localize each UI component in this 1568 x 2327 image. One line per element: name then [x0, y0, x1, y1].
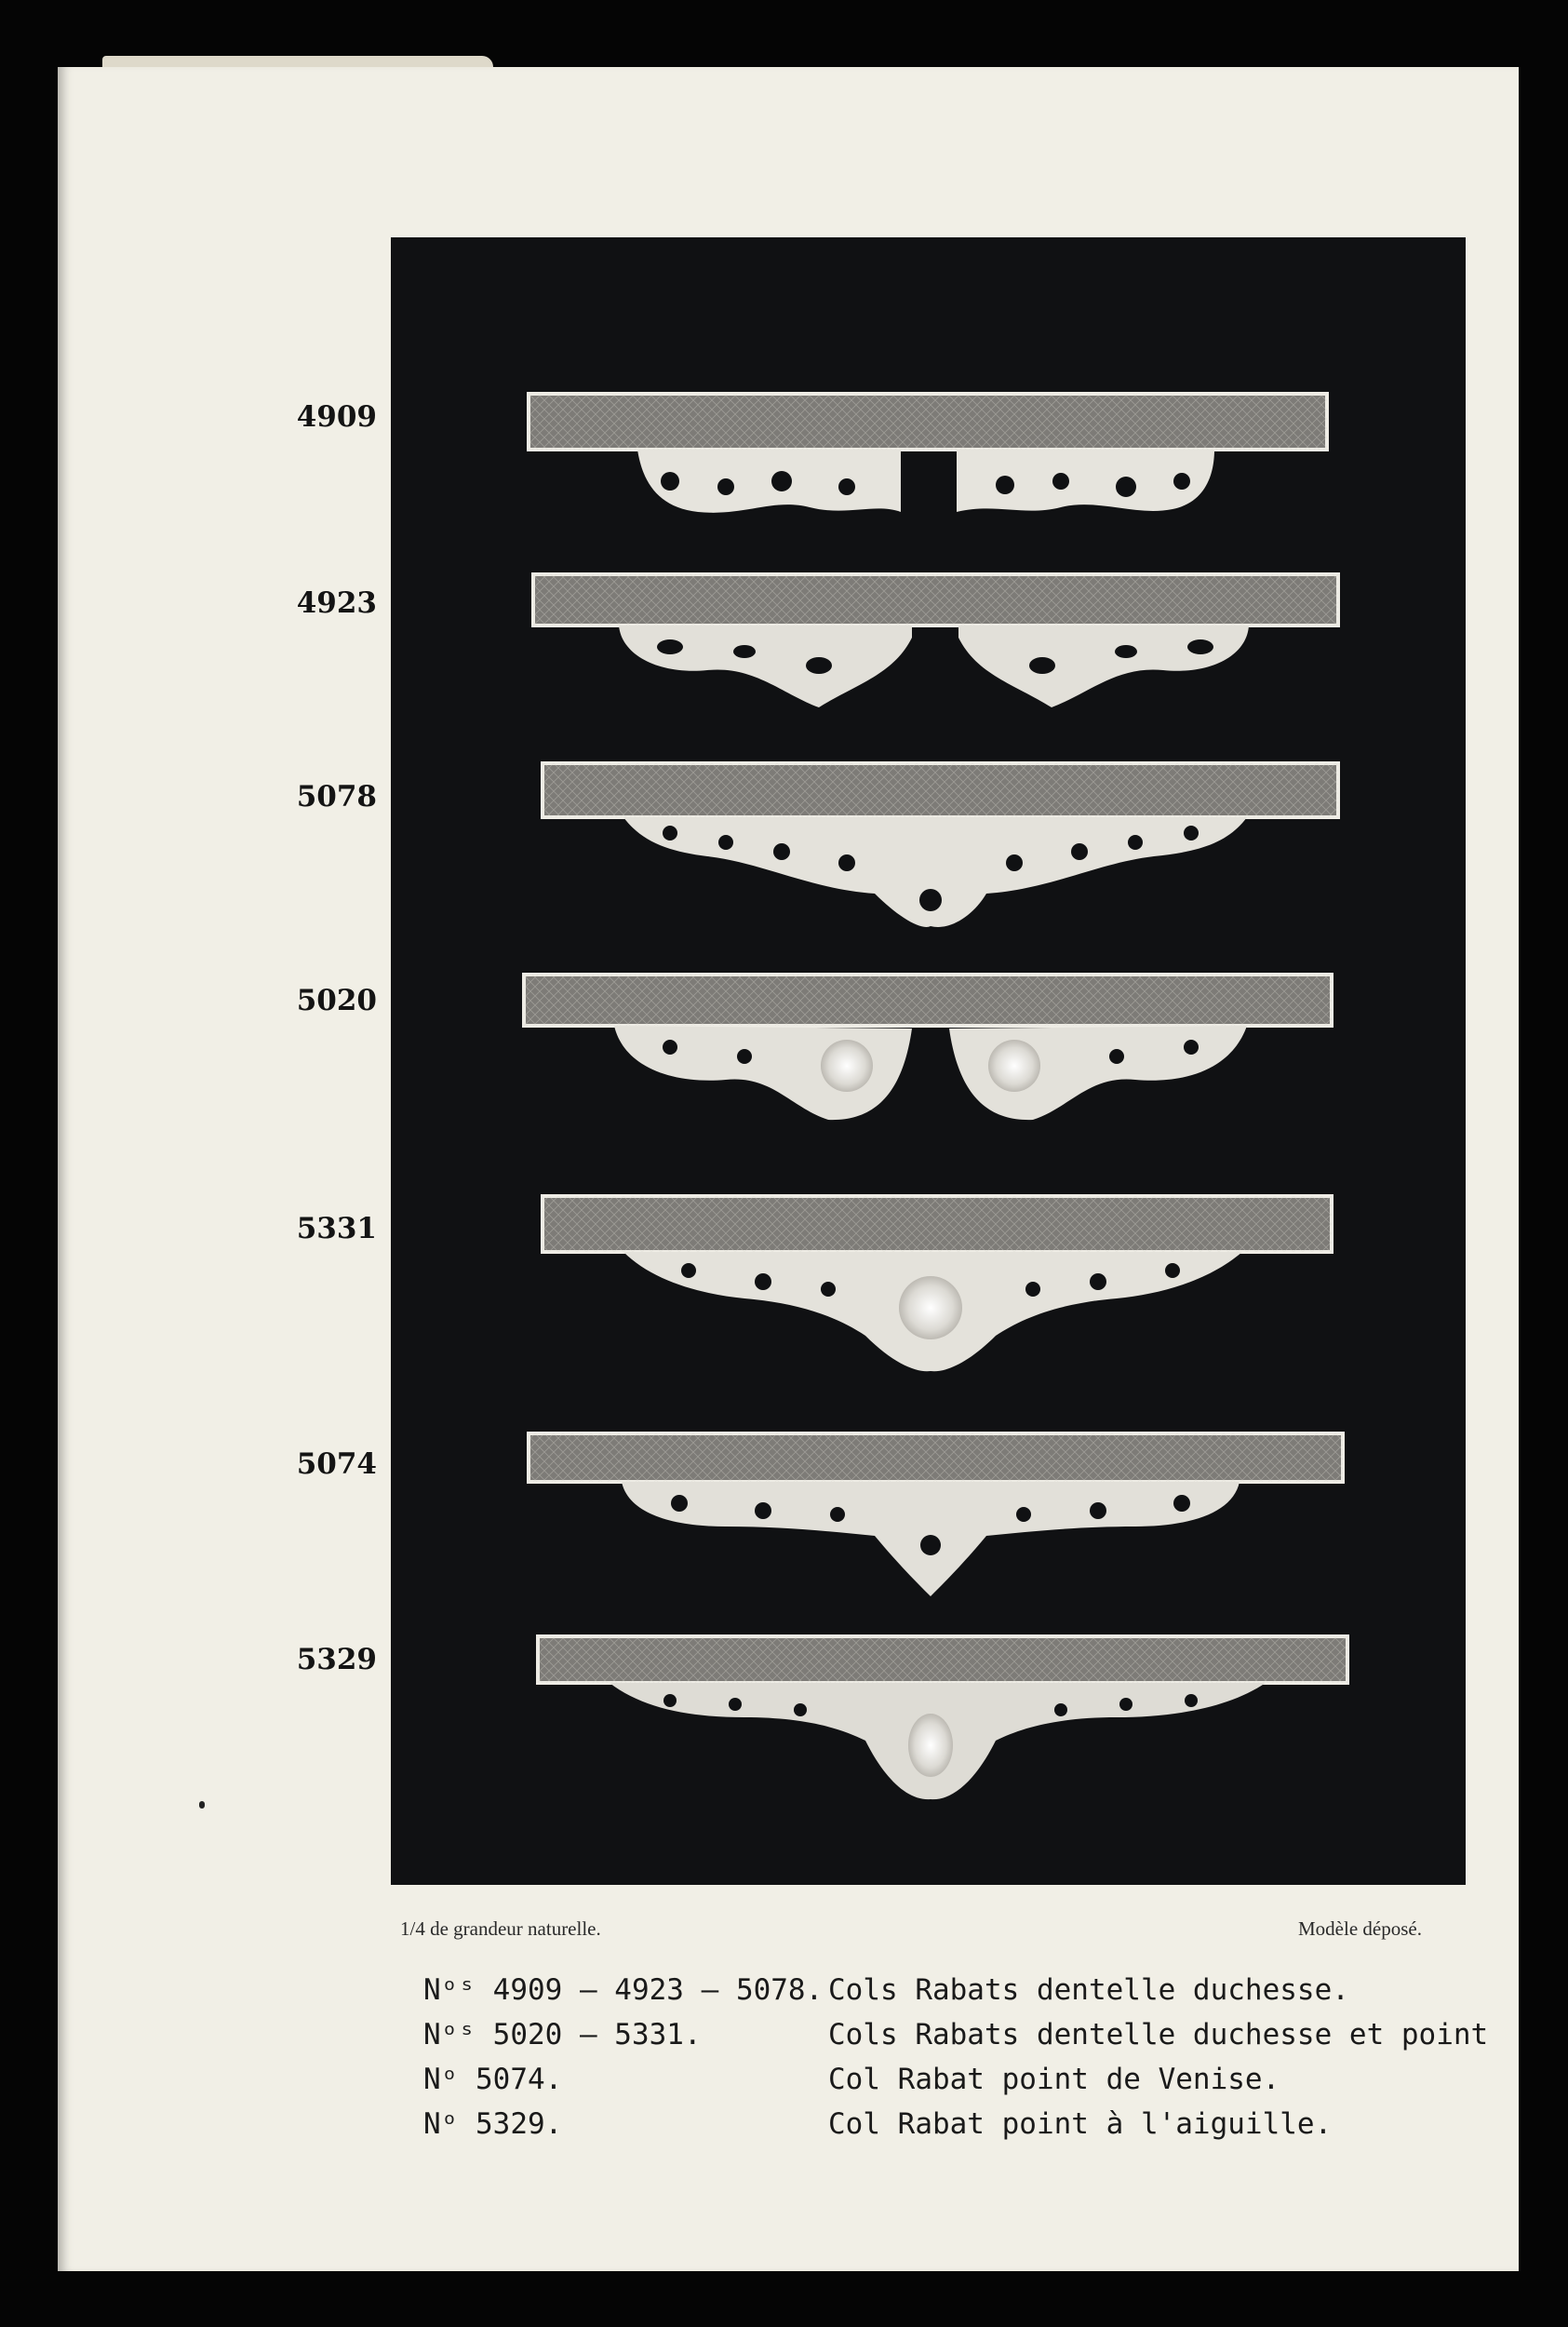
lace-collars-photo — [391, 237, 1466, 1885]
legend-description: Col Rabat point à l'aiguille. — [828, 2107, 1333, 2141]
model-number-4909: 4909 — [296, 400, 377, 434]
model-number-5329: 5329 — [296, 1643, 377, 1676]
registered-design-caption: Modèle déposé. — [1298, 1917, 1422, 1940]
legend-numbers: Nᵒˢ 5020 — 5331. — [423, 2018, 702, 2051]
collar-5078 — [543, 763, 1338, 927]
legend-description: Col Rabat point de Venise. — [828, 2063, 1280, 2096]
model-number-5078: 5078 — [296, 780, 377, 814]
collar-5329 — [538, 1636, 1347, 1799]
collar-4923 — [533, 574, 1338, 707]
model-number-5331: 5331 — [296, 1212, 377, 1245]
model-number-5020: 5020 — [296, 984, 377, 1017]
collar-5331 — [543, 1196, 1332, 1371]
legend-numbers: Nᵒ 5329. — [423, 2107, 563, 2141]
legend-numbers: Nᵒˢ 4909 — 4923 — 5078. — [423, 1973, 824, 2007]
scale-caption: 1/4 de grandeur naturelle. — [400, 1917, 601, 1940]
legend-description: Cols Rabats dentelle duchesse. — [828, 1973, 1349, 2007]
model-number-4923: 4923 — [296, 586, 377, 620]
model-number-5074: 5074 — [296, 1447, 377, 1481]
collar-5074 — [529, 1433, 1343, 1596]
print-speck — [199, 1801, 205, 1809]
legend-description: Cols Rabats dentelle duchesse et point — [828, 2018, 1489, 2051]
collar-4909 — [529, 394, 1327, 513]
photo-plate — [391, 237, 1466, 1885]
legend-numbers: Nᵒ 5074. — [423, 2063, 563, 2096]
collar-5020 — [524, 975, 1332, 1120]
